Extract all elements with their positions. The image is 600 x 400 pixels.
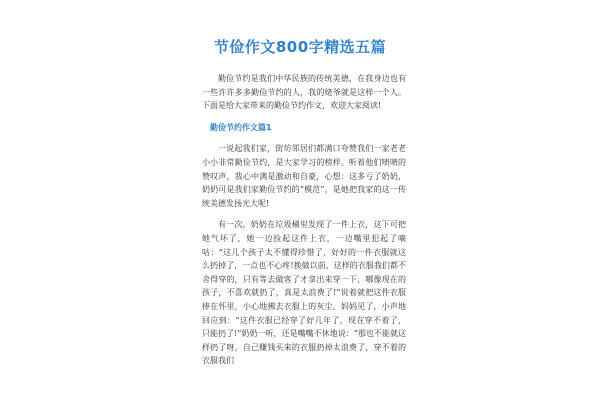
body-paragraph: 一说起我们家，街坊邻居们都满口夸赞我们一家老老小小非常勤俭节约，是大家学习的榜样。听着他们啧啧的赞叹声，我心中满是激动和自豪，心想：这多亏了奶奶，奶奶可是我们家勤俭节约的“模范”，是她把我家的这一传统美德发扬光大呢! bbox=[202, 144, 406, 208]
body-paragraph: 有一次，奶奶在垃圾桶里发现了一件上衣，这下可把她气坏了，她一边捡起这件上衣，一边嘴里犯起了嘀咕：“这儿个孩子太不懂得珍惜了，好好的一件衣服就这么扔掉了，一点也不心疼!换做以前，这样的衣服我们都不舍得穿的，只有等去做客了才拿出来穿一下，哪像现在的孩子，不喜欢就扔了，真是太浪费了!”说着就把这件衣服捧在怀里，小心地拂去衣服上的灰尘。妈妈见了，小声地回应到：“这件衣服已经穿了好几年了，现在穿不着了，只能扔了!”奶奶一听，还是嘴嘴不休地说：“那也不能就这样扔了呀，自己赚钱买来的衣服扔掉太浪费了，穿不着的衣服我们 bbox=[202, 220, 406, 366]
section-heading: 勤俭节约作文篇1 bbox=[210, 122, 272, 132]
article-body bbox=[202, 72, 406, 376]
page-title: 节俭作文800字精选五篇 bbox=[213, 38, 387, 56]
intro-paragraph: 勤俭节约是我们中华民族的传统美德，在我身边也有一些许许多多勤俭节约的人，我的姥爷就是这样一个人。下面是给大家带来的勤俭节约作文，欢迎大家阅读! bbox=[202, 74, 406, 111]
